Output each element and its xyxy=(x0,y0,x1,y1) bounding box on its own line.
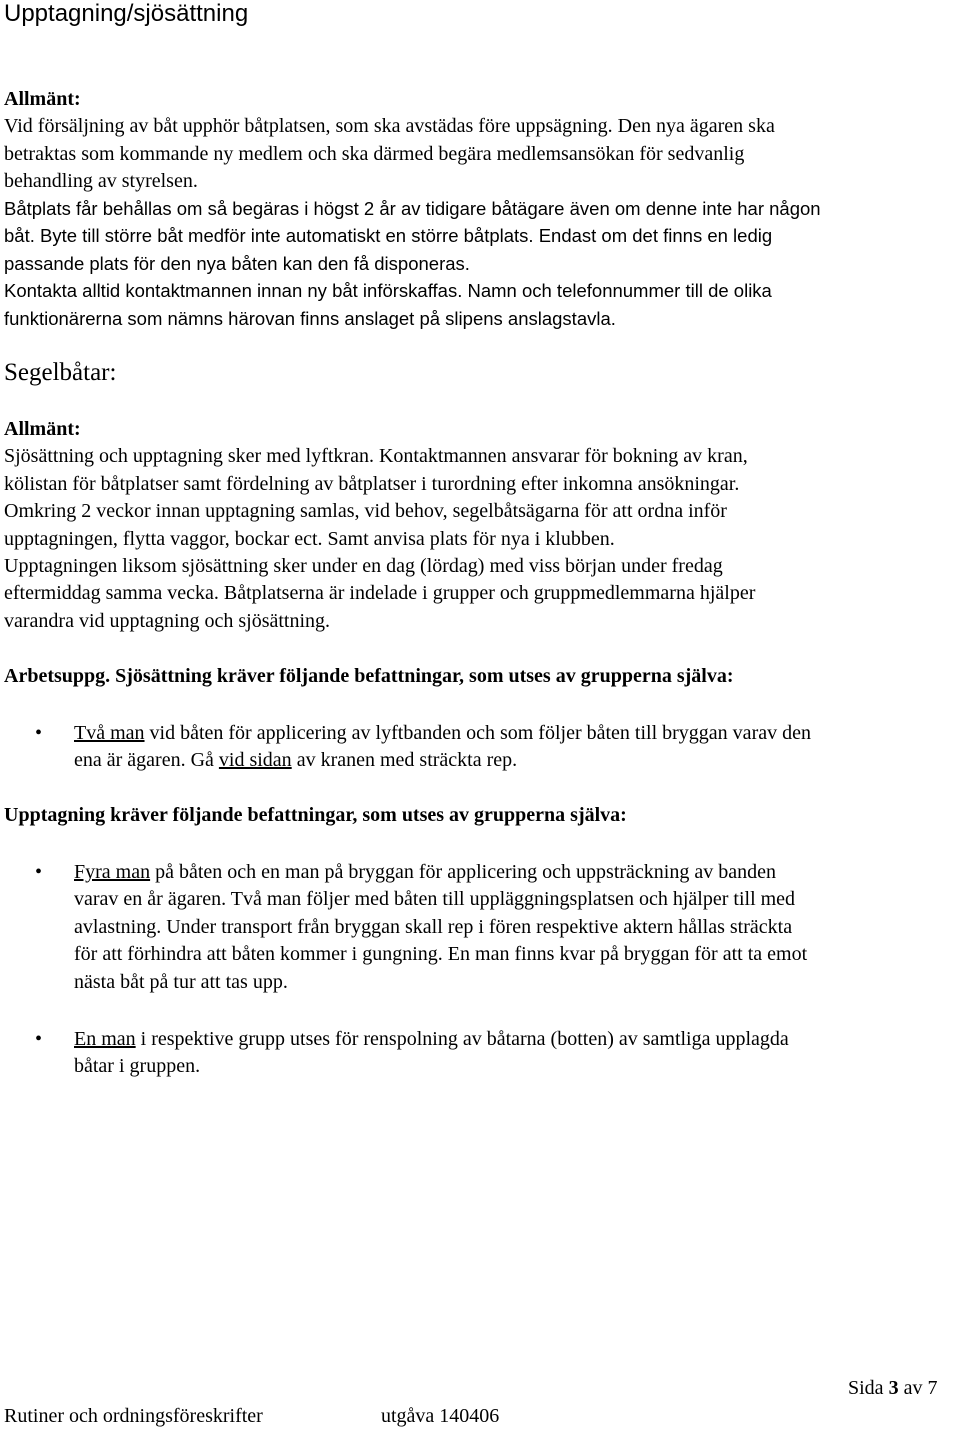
sailboats-section xyxy=(4,416,948,635)
bullet-glyph: • xyxy=(35,1028,43,1050)
page-number-prefix: Sida xyxy=(848,1377,889,1399)
launch-bullet-text-3: av kranen med sträckta rep. xyxy=(291,749,518,772)
sailboats-line-1: Sjösättning och upptagning sker med lyftkran. Kontaktmannen ansvarar för bokning av kran, xyxy=(4,445,748,468)
page-number-mid: av xyxy=(898,1377,928,1399)
sailboats-line-7: varandra vid upptagning och sjösättning. xyxy=(4,609,331,632)
general-line-2: betraktas som kommande ny medlem och ska därmed begära medlemsansökan för sedvanlig xyxy=(4,142,745,165)
sailboats-heading: Segelbåtar: xyxy=(4,359,117,386)
launch-bullet-underline-1: Två man xyxy=(74,722,145,744)
launch-bullet-underline-2: vid sidan xyxy=(218,749,292,772)
haulout-bullet-2-line-2: båtar i gruppen. xyxy=(74,1055,201,1078)
haulout-bullet-1-underline: Fyra man xyxy=(74,861,151,883)
sailboats-line-3: Omkring 2 veckor innan upptagning samlas, vid behov, segelbåtsägarna för att ordna inför xyxy=(4,500,727,523)
haulout-bullet-1-line-2: varav en år ägaren. Två man följer med båten till uppläggningsplatsen och hjälper till med xyxy=(74,888,796,911)
footer-document-name: Rutiner och ordningsföreskrifter xyxy=(4,1405,263,1427)
sailboats-line-5: Upptagningen liksom sjösättning sker under en dag (lördag) med viss början under fredag xyxy=(4,555,723,578)
general-rule-line-2: båt. Byte till större båt medför inte automatiskt en större båtplats. Endast om det finns en ledig xyxy=(4,225,773,247)
footer-edition: utgåva 140406 xyxy=(381,1405,500,1427)
page-number-total: 7 xyxy=(927,1377,938,1399)
general-rule-line-4: Kontakta alltid kontaktmannen innan ny båt införskaffas. Namn och telefonnummer till de olika xyxy=(4,280,772,302)
launch-heading: Arbetsuppg. Sjösättning kräver följande befattningar, som utses av grupperna själva: xyxy=(4,665,734,687)
general-rules xyxy=(4,195,948,332)
haulout-bullet-1-text-1: på båten och en man på bryggan för applicering och uppsträckning av banden xyxy=(150,861,776,883)
bullet-glyph: • xyxy=(35,722,43,744)
launch-bullet-text-1: vid båten för applicering av lyftbanden och som följer båten till bryggan varav den xyxy=(144,722,811,744)
haulout-bullet-2-text-1: i respektive grupp utses för renspolning av båtarna (botten) av samtliga upplagda xyxy=(135,1028,789,1050)
general-rule-line-1: Båtplats får behållas om så begäras i högst 2 år av tidigare båtägare även om denne inte har någon xyxy=(4,198,821,219)
sailboats-line-2: kölistan för båtplatser samt fördelning av båtplatser i turordning efter inkomna ansökningar. xyxy=(4,472,740,495)
general-rule-line-5: funktionärerna som nämns härovan finns anslaget på slipens anslagstavla. xyxy=(4,307,616,329)
haulout-bullet-1-text xyxy=(74,859,956,996)
haulout-bullet-2-underline: En man xyxy=(74,1028,136,1050)
haulout-heading: Upptagning kräver följande befattningar, som utses av grupperna själva: xyxy=(4,804,627,826)
general-section xyxy=(4,86,948,196)
general-rule-line-3: passande plats för den nya båten kan den få disponeras. xyxy=(4,252,470,274)
page-title: Upptagning/sjösättning xyxy=(4,0,249,27)
launch-bullet-text xyxy=(74,720,956,775)
haulout-bullet-1-line-3: avlastning. Under transport från bryggan skall rep i fören respektive aktern hållas sträckta xyxy=(74,915,793,938)
general-label: Allmänt: xyxy=(4,88,81,110)
bullet-glyph: • xyxy=(35,861,43,883)
sailboats-general-label: Allmänt: xyxy=(4,418,81,440)
haulout-bullet-2-text xyxy=(74,1026,956,1081)
sailboats-line-6: eftermiddag samma vecka. Båtplatserna är indelade i grupper och gruppmedlemmarna hjälper xyxy=(4,582,756,605)
launch-bullet-text-2: ena är ägaren. Gå xyxy=(74,749,219,772)
general-line-3: behandling av styrelsen. xyxy=(4,170,198,193)
sailboats-line-4: upptagningen, flytta vaggor, bockar ect. Samt anvisa plats för nya i klubben. xyxy=(4,527,615,550)
haulout-bullet-1-line-4: för att förhindra att båten kommer i gungning. En man finns kvar på bryggan för att ta emot xyxy=(74,943,808,966)
page-number xyxy=(848,1374,937,1402)
page-number-current: 3 xyxy=(888,1377,899,1399)
haulout-bullet-1-line-5: nästa båt på tur att tas upp. xyxy=(74,970,288,993)
general-line-1: Vid försäljning av båt upphör båtplatsen, som ska avstädas före uppsägning. Den nya ägaren ska xyxy=(4,115,775,138)
